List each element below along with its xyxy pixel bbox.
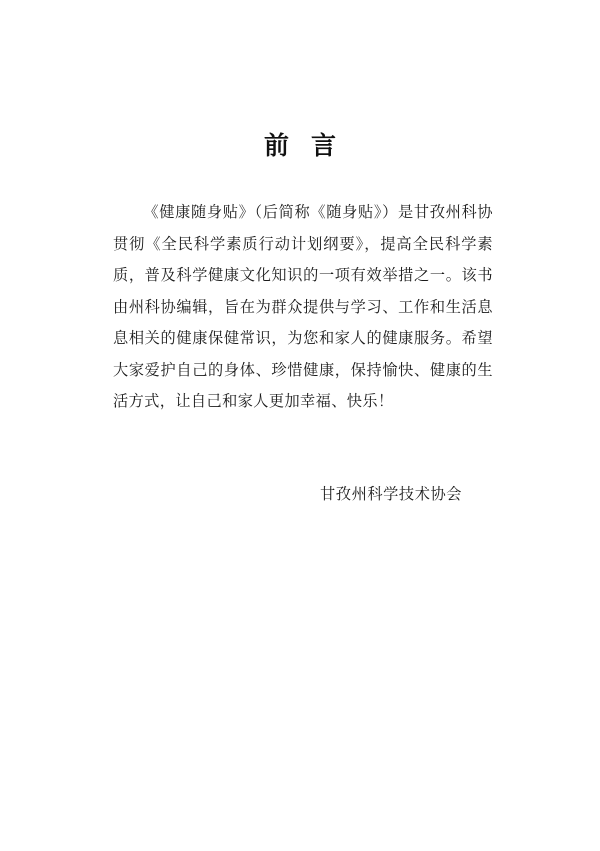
signature: 甘孜州科学技术协会 (320, 485, 463, 503)
preface-paragraph: 《健康随身贴》（后简称《随身贴》）是甘孜州科协贯彻《全民科学素质行动计划纲要》，提高全民科学素质，普及科学健康文化知识的一项有效举措之一。该书由州科协编辑，旨在为群众提供与学习、工作和生活息息相关的健康保健常识，为您和家人的健康服务。希望大家爱护自己的身体、珍惜健康，保持愉快、健康的生活方式，让自己和家人更加幸福、快乐！ (113, 203, 493, 410)
page-title: 前言 (263, 131, 358, 160)
